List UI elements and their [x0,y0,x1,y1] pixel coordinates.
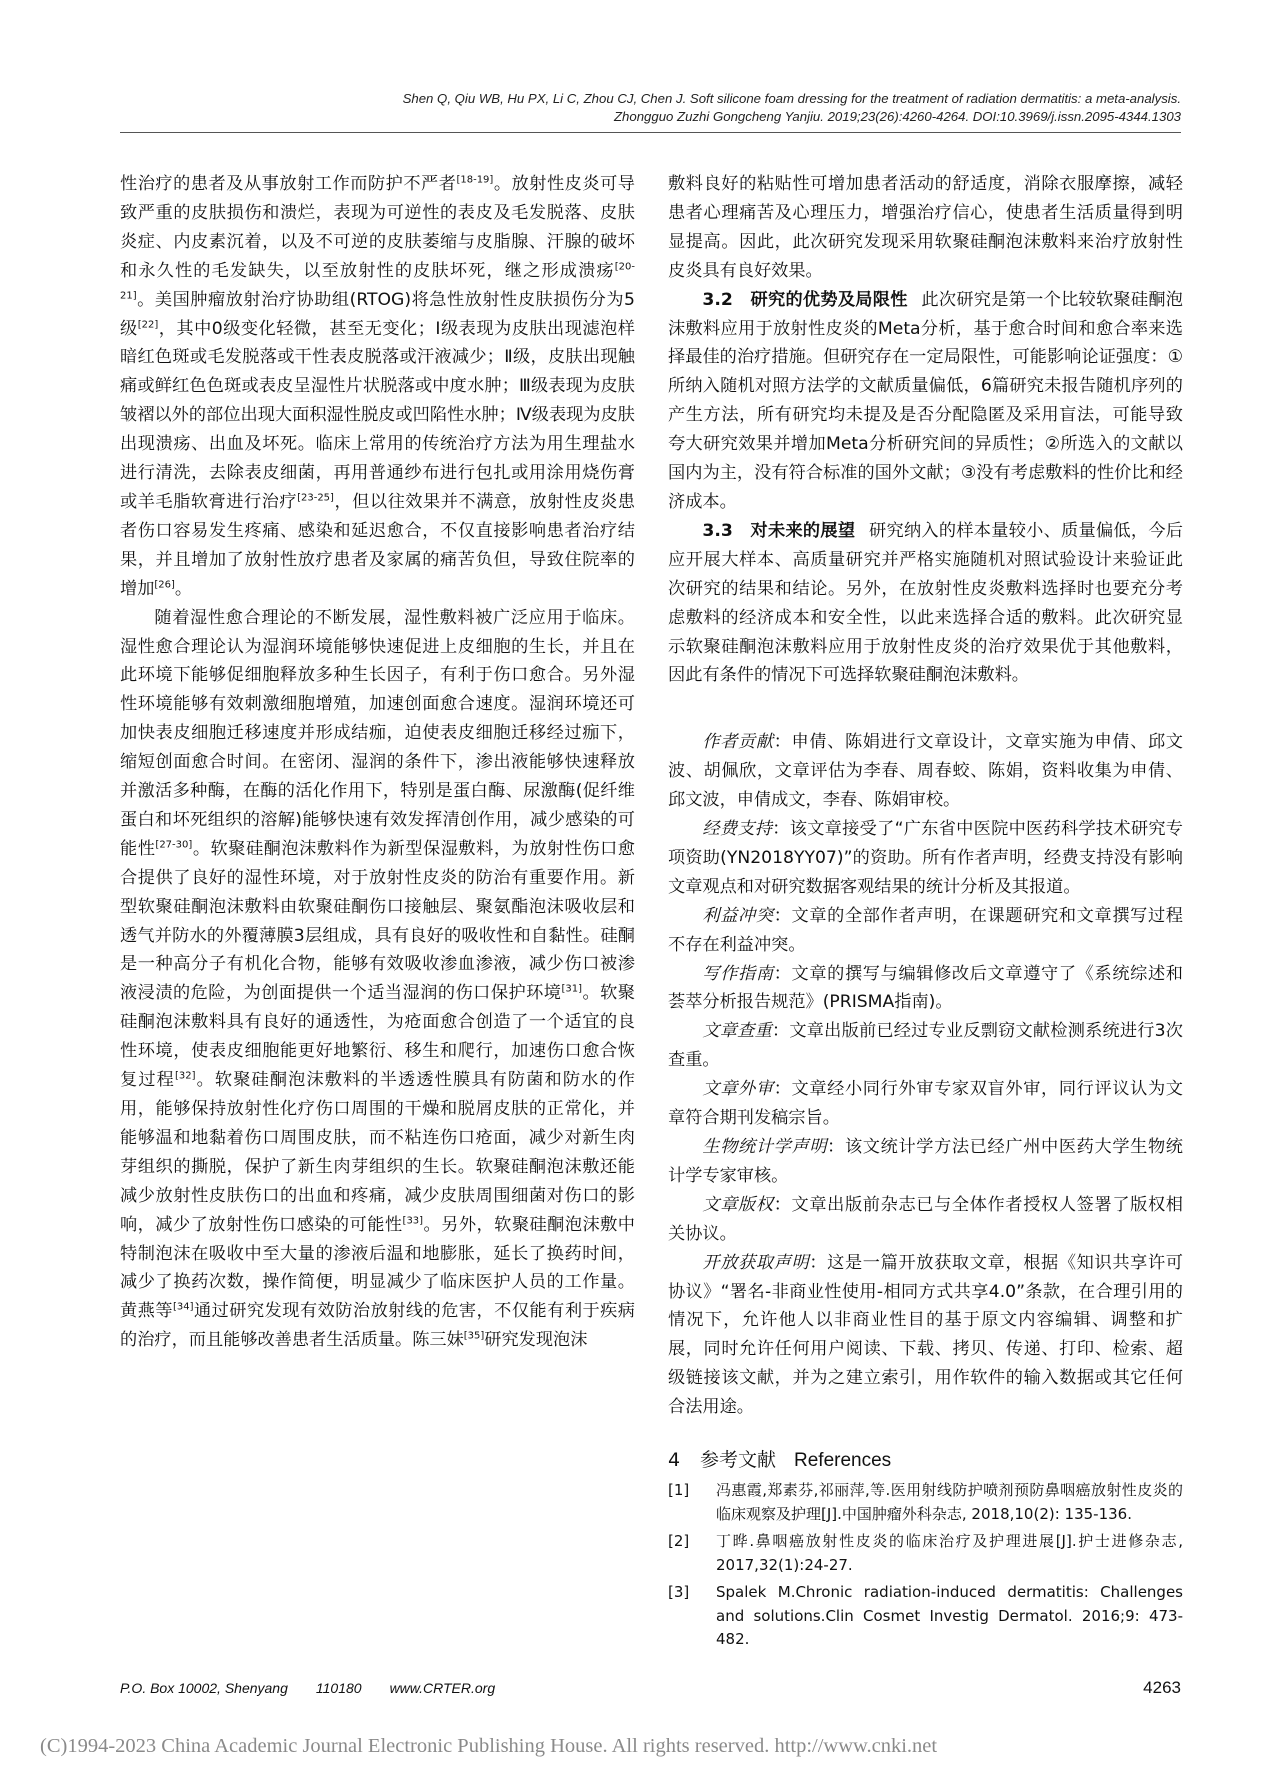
citation-line: Shen Q, Qiu WB, Hu PX, Li C, Zhou CJ, Chen J. Soft silicone foam dressing for the treatment of radiation dermatitis: a meta-analysis. [402,91,1181,106]
section-3-2: 3.2 研究的优势及局限性 此次研究是第一个比较软聚硅酮泡沫敷料应用于放射性皮炎的Meta分析，基于愈合时间和愈合率来选择最佳的治疗措施。但研究存在一定局限性，可能影响论证强度：①所纳入随机对照方法学的文献质量偏低，6篇研究未报告随机序列的产生方法，所有研究均未提及是否分配隐匿及采用盲法，可能导致夸大研究效果并增加Meta分析研究间的异质性；②所选入的文献以国内为主，没有符合标准的国外文献；③没有考虑敷料的性价比和经济成本。 [668,289,1183,512]
note-guideline: 写作指南：文章的撰写与编辑修改后文章遵守了《系统综述和荟萃分析报告规范》(PRISMA指南)。 [668,963,1183,1013]
citation-link[interactable]: [18-19] [456,174,494,186]
citation-link[interactable]: [23-25] [297,492,334,504]
citation-link[interactable]: [26] [154,578,175,590]
citation-link[interactable]: [35] [463,1330,485,1342]
citation-link[interactable]: [22] [137,318,159,330]
left-column [120,170,635,1355]
note-review: 文章外审：文章经小同行外审专家双盲外审，同行评议认为文章符合期刊发稿宗旨。 [668,1079,1183,1129]
reference-item: [2] 丁晔.鼻咽癌放射性皮炎的临床治疗及护理进展[J].护士进修杂志, 2017,32(1):24-27. [668,1532,1183,1574]
website-link[interactable]: www.CRTER.org [389,1680,496,1696]
reference-item: [3] Spalek M.Chronic radiation-induced dermatitis: Challenges and solutions.Clin Cosmet Investig Dermatol. 2016;9: 473-482. [668,1583,1183,1649]
author-notes [668,728,1183,1422]
citation-link[interactable]: [20-21] [120,260,635,301]
page-footer [120,1680,1181,1696]
citation-link[interactable]: [34] [172,1301,194,1313]
journal-doi-line: Zhongguo Zuzhi Gongcheng Yanjiu. 2019;23(26):4260-4264. DOI:10.3969/j.issn.2095-4344.1303 [614,109,1181,124]
note-copyright: 文章版权：文章出版前杂志已与全体作者授权人签署了版权相关协议。 [668,1194,1183,1244]
citation-link[interactable]: [33] [402,1214,424,1226]
citation-link[interactable]: [27-30] [155,839,193,851]
page-number: 4263 [1143,1678,1181,1697]
postal-code: 110180 [315,1680,362,1696]
paragraph-continued: 敷料良好的粘贴性可增加患者活动的舒适度，消除衣服摩擦，减轻患者心理痛苦及心理压力，增强治疗信心，使患者生活质量得到明显提高。因此，此次研究发现采用软聚硅酮泡沫敷料来治疗放射性皮炎具有良好效果。 [668,174,1183,281]
note-plagiarism: 文章查重：文章出版前已经过专业反剽窃文献检测系统进行3次查重。 [668,1021,1183,1071]
note-open-access: 开放获取声明：这是一篇开放获取文章，根据《知识共享许可协议》“署名-非商业性使用-相同方式共享4.0”条款，在合理引用的情况下，允许他人以非商业性目的基于原文内容编辑、调整和扩展，同时允许任何用户阅读、下载、拷贝、传递、打印、检索、超级链接该文献，并为之建立索引，用作软件的输入数据或其它任何合法用途。 [668,1252,1183,1418]
note-contribution: 作者贡献：申倩、陈娟进行文章设计，文章实施为申倩、邱文波、胡佩欣，文章评估为李春、周春蛟、陈娟，资料收集为申倩、邱文波，申倩成文，李春、陈娟审校。 [668,732,1183,811]
right-column [668,170,1183,1652]
citation-link[interactable]: [31] [561,983,582,995]
paragraph-2: 随着湿性愈合理论的不断发展，湿性敷料被广泛应用于临床。湿性愈合理论认为湿润环境能够快速促进上皮细胞的生长，并且在此环境下能够促细胞释放多种生长因子，有利于伤口愈合。另外湿性环境能够有效刺激细胞增殖，加速创面愈合速度。湿润环境还可加快表皮细胞迁移速度并形成结痂，迫使表皮细胞迁移经过痂下，缩短创面愈合时间。在密闭、湿润的条件下，渗出液能够快速释放并激活多种酶，在酶的活化作用下，特别是蛋白酶、尿激酶(促纤维蛋白和坏死组织的溶解)能够快速有效发挥清创作用，减少感染的可能性[27-30]。软聚硅酮泡沫敷料作为新型保湿敷料，为放射性伤口愈合提供了良好的湿性环境，对于放射性皮炎的防治有重要作用。新型软聚硅酮泡沫敷料由软聚硅酮伤口接触层、聚氨酯泡沫吸收层和透气并防水的外覆薄膜3层组成，具有良好的吸收性和自黏性。硅酮是一种高分子有机化合物，能够有效吸收渗血渗液，减少伤口被渗液浸渍的危险，为创面提供一个适当湿润的伤口保护环境[31]。软聚硅酮泡沫敷料具有良好的通透性，为疮面愈合创造了一个适宜的良性环境，使表皮细胞能更好地繁衍、移生和爬行，加速伤口愈合恢复过程[32]。软聚硅酮泡沫敷料的半透透性膜具有防菌和防水的作用，能够保持放射性化疗伤口周围的干燥和脱屑皮肤的正常化，并能够温和地黏着伤口周围皮肤，而不粘连伤口疮面，减少对新生肉芽组织的撕脱，保护了新生肉芽组织的生长。软聚硅酮泡沫敷还能减少放射性皮肤伤口的出血和疼痛，减少皮肤周围细菌对伤口的影响，减少了放射性伤口感染的可能性[33]。另外，软聚硅酮泡沫敷中特制泡沫在吸收中至大量的渗液后温和地膨胀，延长了换药时间，减少了换药次数，操作简便，明显减少了临床医护人员的工作量。黄燕等[34]通过研究发现有效防治放射线的危害，不仅能有利于疾病的治疗，而且能够改善患者生活质量。陈三妹[35]研究发现泡沫 [120,607,635,1351]
paragraph-1: 性治疗的患者及从事放射工作而防护不严者[18-19]。放射性皮炎可导致严重的皮肤损伤和溃烂，表现为可逆性的表皮及毛发脱落、皮肤炎症、内皮素沉着，以及不可逆的皮肤萎缩与皮脂腺、汗腺的破坏和永久性的毛发缺失，以至放射性的皮肤坏死，继之形成溃疡[20-21]。美国肿瘤放射治疗协助组(RTOG)将急性放射性皮肤损伤分为5级[22]，其中0级变化轻微，甚至无变化；Ⅰ级表现为皮肤出现滤泡样暗红色斑或毛发脱落或干性表皮脱落或汗液减少；Ⅱ级，皮肤出现触痛或鲜红色色斑或表皮呈湿性片状脱落或中度水肿；Ⅲ级表现为皮肤皱褶以外的部位出现大面积湿性脱皮或凹陷性水肿；Ⅳ级表现为皮肤出现溃疡、出血及坏死。临床上常用的传统治疗方法为用生理盐水进行清洗，去除表皮细菌，再用普通纱布进行包扎或用涂用烧伤膏或羊毛脂软膏进行治疗[23-25]，但以往效果并不满意，放射性皮炎患者伤口容易发生疼痛、感染和延迟愈合，不仅直接影响患者治疗结果，并且增加了放射性放疗患者及家属的痛苦负但，导致住院率的增加[26]。 [120,174,635,599]
note-funding: 经费支持：该文章接受了“广东省中医院中医药科学技术研究专项资助(YN2018YY07)”的资助。所有作者声明，经费支持没有影响文章观点和对研究数据客观结果的统计分析及其报道。 [668,819,1183,897]
reference-item: [1] 冯惠霞,郑素芬,祁丽萍,等.医用射线防护喷剂预防鼻咽癌放射性皮炎的临床观察及护理[J].中国肿瘤外科杂志, 2018,10(2): 135-136. [668,1481,1183,1523]
section-heading: 3.3 对未来的展望 [702,520,856,541]
running-header [403,90,1181,126]
note-statistics: 生物统计学声明：该文统计学方法已经广州中医药大学生物统计学专家审核。 [668,1137,1183,1186]
note-conflict: 利益冲突：文章的全部作者声明，在课题研究和文章撰写过程不存在利益冲突。 [668,905,1183,955]
citation-link[interactable]: [32] [174,1070,196,1082]
section-heading: 3.2 研究的优势及局限性 [702,289,908,310]
postal-box: P.O. Box 10002, Shenyang [120,1680,288,1696]
section-3-3: 3.3 对未来的展望 研究纳入的样本量较小、质量偏低，今后应开展大样本、高质量研究并严格实施随机对照试验设计来验证此次研究的结果和结论。另外，在放射性皮炎敷料选择时也要充分考虑敷料的经济成本和安全性，以此来选择合适的敷料。此次研究显示软聚硅酮泡沫敷料应用于放射性皮炎的治疗效果优于其他敷料，因此有条件的情况下可选择软聚硅酮泡沫敷料。 [668,520,1183,686]
references-heading: 4 参考文献 References [668,1449,892,1472]
copyright-watermark: (C)1994-2023 China Academic Journal Electronic Publishing House. All rights reserved. http://www.cnki.net [40,1735,938,1757]
header-rule [120,132,1181,133]
